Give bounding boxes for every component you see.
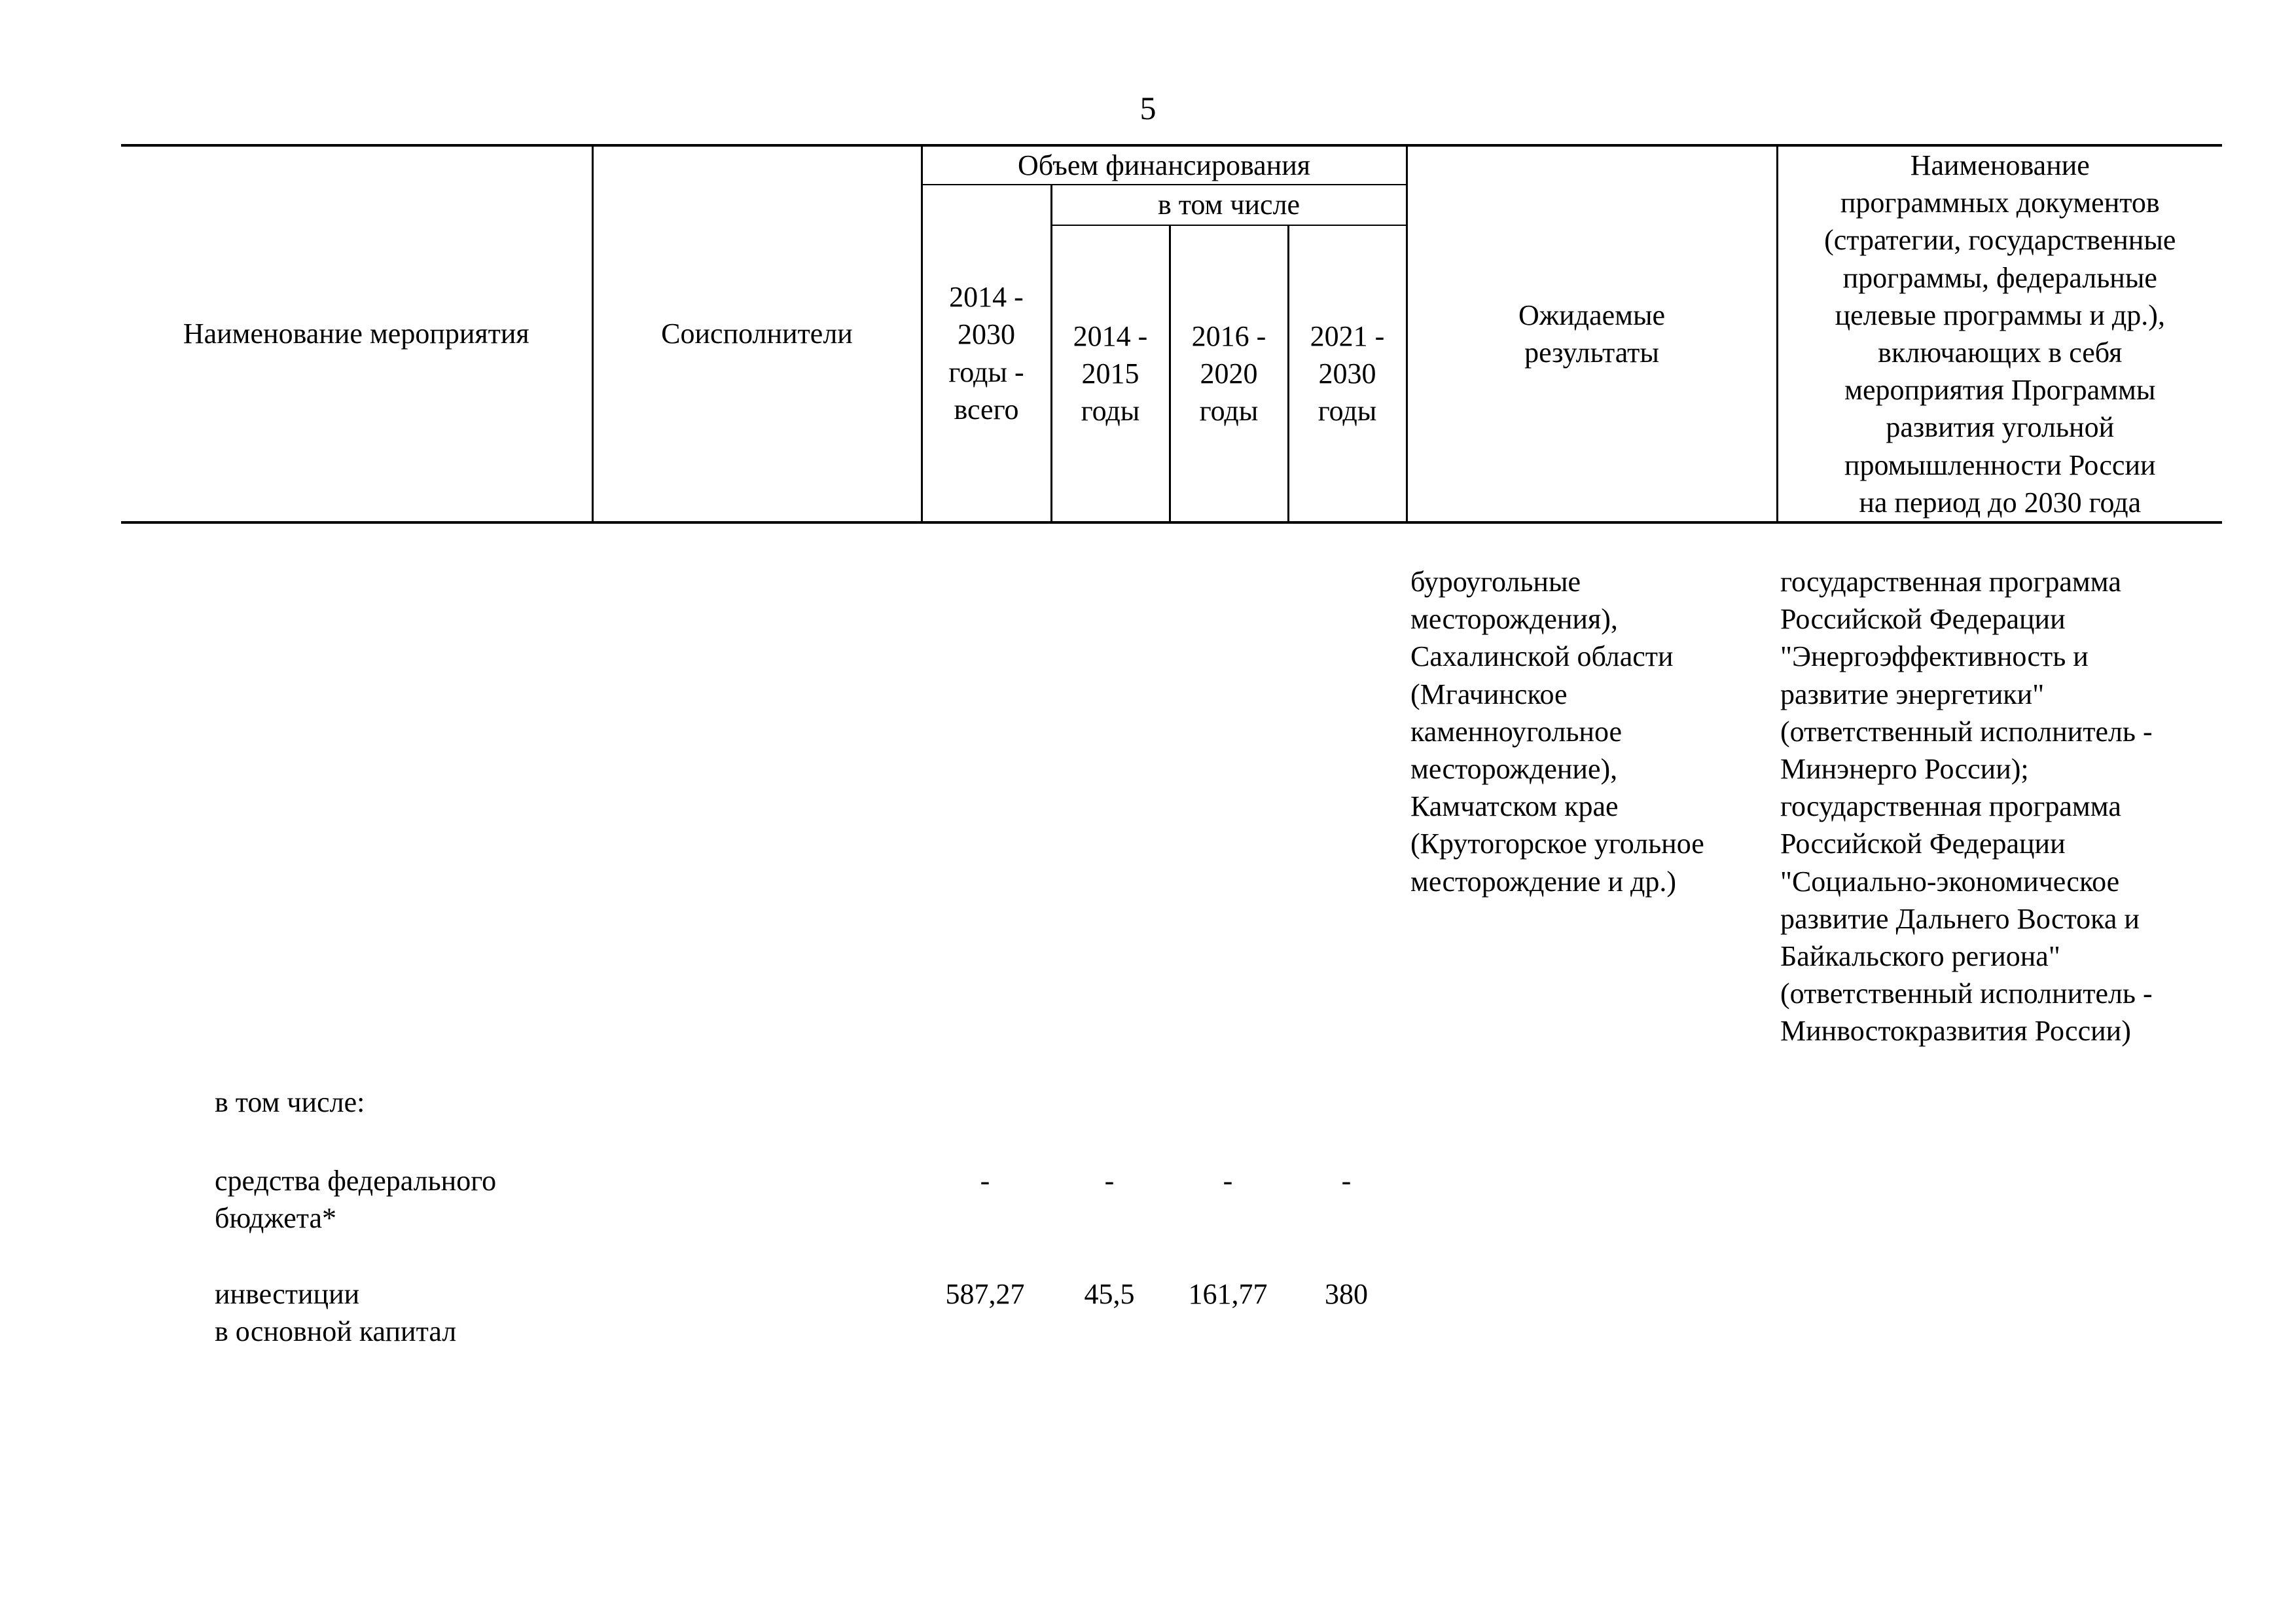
header-co-executors: Соисполнители	[592, 145, 922, 522]
expected-results-text: буроугольные месторождения), Сахалинской области (Мгачинское каменноугольное месторождение), Камчатском крае (Крутогорское угольное месторождение и др.)	[1410, 566, 1704, 898]
cell-2016-2020: 161,77	[1188, 1278, 1268, 1310]
cell-total: 587,27	[945, 1278, 1025, 1310]
cell-2014-2015: -	[1104, 1165, 1115, 1197]
header-2021-2030: 2021 - 2030 годы	[1288, 225, 1407, 522]
page-number: 5	[1139, 90, 1157, 126]
cell-total: -	[980, 1165, 990, 1197]
header-event-name: Наименование мероприятия	[121, 145, 592, 522]
cell-2016-2020: -	[1223, 1165, 1233, 1197]
table-header	[121, 144, 2222, 524]
header-expected-results: Ожидаемые результаты	[1407, 145, 1777, 522]
header-2014-2015: 2014 - 2015 годы	[1051, 225, 1170, 522]
row-label-investments: инвестиции в основной капитал	[215, 1278, 457, 1348]
cell-2021-2030: -	[1341, 1165, 1352, 1197]
row-label-federal-budget: средства федерального бюджета*	[215, 1165, 497, 1235]
header-funding-volume: Объем финансирования	[922, 145, 1407, 185]
header-2016-2020: 2016 - 2020 годы	[1170, 225, 1288, 522]
cell-2021-2030: 380	[1325, 1278, 1368, 1310]
cell-2014-2015: 45,5	[1084, 1278, 1135, 1310]
header-total-2014-2030: 2014 - 2030 годы - всего	[922, 185, 1051, 522]
program-documents-text: государственная программа Российской Федерации "Энергоэффективность и развитие энергетики" (ответственный исполнитель - Минэнерго России); государственная программа Российской Федерации "Социально-экономическое развитие Дальнего Востока и Байкальского региона" (ответственный исполнитель - Минвостокразвития России)	[1780, 566, 2153, 1048]
including-label: в том числе:	[215, 1086, 365, 1118]
header-including: в том числе	[1051, 185, 1407, 225]
header-program-documents: Наименование программных документов (стратегии, государственные программы, федеральные целевые программы и др.), включающих в себя мероприятия Программы развития угольной промышленности России на период до 2030 года	[1777, 145, 2222, 522]
